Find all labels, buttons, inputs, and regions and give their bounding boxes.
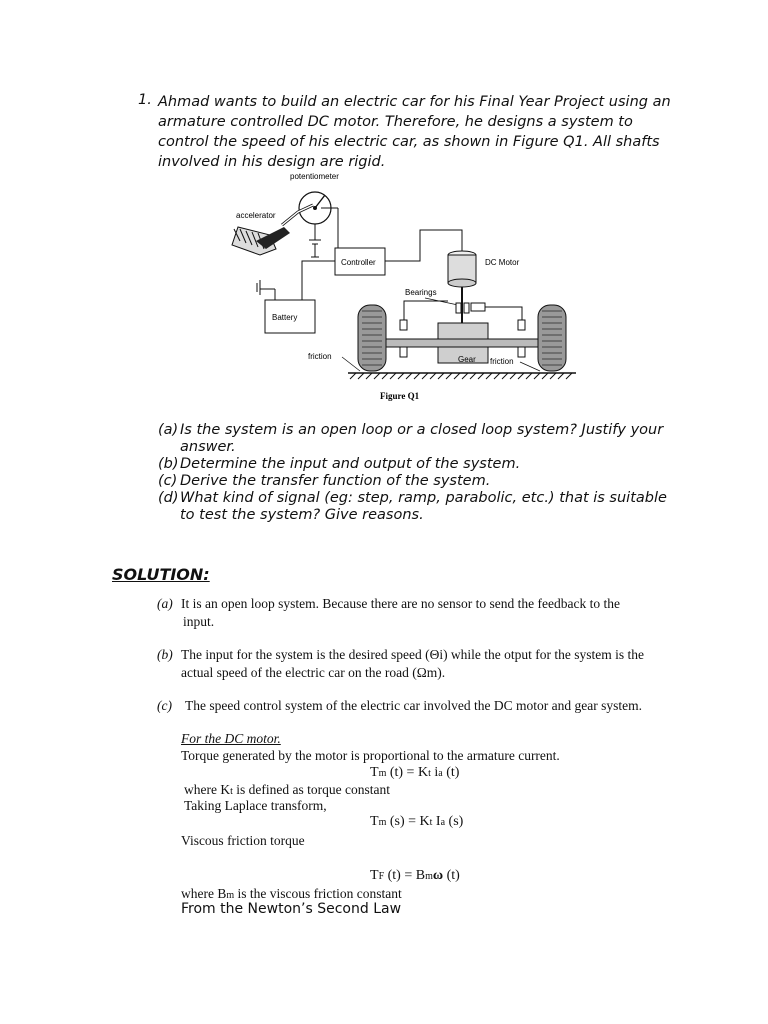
label-bearings: Bearings <box>405 288 437 297</box>
kt-subscript: t <box>230 786 233 797</box>
part-b <box>158 456 678 473</box>
label-controller: Controller <box>341 258 376 267</box>
eq-symbol: T <box>370 868 379 883</box>
label-gear: Gear <box>458 355 476 364</box>
part-text: What kind of signal (eg: step, ramp, parabolic, etc.) that is suitable <box>180 490 667 506</box>
label-friction-right: friction <box>490 357 514 366</box>
question-line: involved in his design are rigid. <box>158 154 386 170</box>
part-label: (c) <box>158 473 178 489</box>
equation-friction-torque <box>370 868 460 884</box>
answer-b <box>157 646 677 682</box>
answer-tag: (c) <box>157 698 172 713</box>
kt-text: is defined as torque constant <box>232 782 390 797</box>
viscous-text: Viscous friction torque <box>181 833 305 848</box>
figure-caption: Figure Q1 <box>380 391 420 401</box>
equation-torque-time <box>370 765 459 781</box>
bearing <box>518 320 525 330</box>
solution-heading: SOLUTION: <box>112 565 210 584</box>
eq-subscript: t <box>429 817 433 828</box>
eq-text: (s) = K <box>386 814 430 829</box>
part-text: to test the system? Give reasons. <box>180 507 424 523</box>
eq-subscript: a <box>438 768 443 779</box>
bearing <box>400 320 407 330</box>
answer-a <box>157 595 677 631</box>
part-a-cont <box>158 439 678 456</box>
left-bearing-wire <box>404 301 448 320</box>
label-battery: Battery <box>272 313 298 322</box>
eq-text: I <box>432 814 441 829</box>
motor-to-right-bearing-wire <box>485 307 522 320</box>
answer-line: The input for the system is the desired speed (Θi) while the otput for the system is the <box>181 647 645 662</box>
laplace-text: Taking Laplace transform, <box>184 798 327 813</box>
eq-text: (t) = B <box>384 868 426 883</box>
potentiometer-wiper <box>315 195 325 208</box>
eq-subscript: m <box>378 817 387 828</box>
motor-bottom <box>448 279 476 287</box>
ground-hatch <box>350 373 572 379</box>
question-line: armature controlled DC motor. Therefore, he designs a system to <box>158 114 633 130</box>
answer-line: input. <box>183 614 215 629</box>
label-friction-left: friction <box>308 352 332 361</box>
axle <box>375 339 545 347</box>
bm-subscript: m <box>226 890 235 901</box>
question-line: control the speed of his electric car, as shown in Figure Q1. All shafts <box>158 134 660 150</box>
newton-law-text: From the Newton’s Second Law <box>181 901 402 917</box>
part-text: Determine the input and output of the system. <box>180 456 521 472</box>
bearing <box>518 347 525 357</box>
figure-q1-diagram <box>220 165 590 410</box>
label-accelerator: accelerator <box>236 211 276 220</box>
part-label: (b) <box>158 456 179 472</box>
part-label: (a) <box>158 422 179 438</box>
bearing <box>400 347 407 357</box>
eq-omega: ω <box>432 868 444 883</box>
torque-text: Torque generated by the motor is proportional to the armature current. <box>181 748 560 763</box>
right-wheel <box>538 305 566 371</box>
dc-motor-heading: For the DC motor. <box>181 731 281 746</box>
eq-symbol: T <box>370 765 379 780</box>
part-a <box>158 422 678 439</box>
answer-line: actual speed of the electric car on the road (Ωm). <box>181 665 446 680</box>
part-text: Is the system is an open loop or a closed loop system? Justify your <box>180 422 664 438</box>
friction-left-pointer <box>342 357 360 371</box>
answer-tag: (b) <box>157 647 173 662</box>
part-text: Derive the transfer function of the system. <box>180 473 491 489</box>
bearing <box>464 303 469 313</box>
eq-text: (s) <box>445 814 464 829</box>
eq-text: (t) = K <box>386 765 429 780</box>
bm-text: is the viscous friction constant <box>234 886 402 901</box>
bearing <box>456 303 461 313</box>
eq-subscript: F <box>378 871 385 882</box>
eq-subscript: m <box>378 768 387 779</box>
question-number: 1. <box>138 92 152 108</box>
label-dc-motor: DC Motor <box>485 258 520 267</box>
question-line: Ahmad wants to build an electric car for his Final Year Project using an <box>158 94 671 110</box>
equation-torque-laplace <box>370 814 463 830</box>
question-parts <box>158 422 678 524</box>
part-d-cont <box>158 507 678 524</box>
eq-symbol: T <box>370 814 379 829</box>
left-wheel <box>358 305 386 371</box>
question-text <box>158 92 678 172</box>
part-c <box>158 473 678 490</box>
controller-to-battery-wire <box>302 261 335 300</box>
eq-text: (t) <box>443 868 460 883</box>
eq-text: (t) <box>442 765 460 780</box>
bearing <box>471 303 485 311</box>
part-text: answer. <box>180 439 236 455</box>
answer-c <box>157 697 677 715</box>
kt-text: where K <box>184 782 231 797</box>
answer-line: The speed control system of the electric car involved the DC motor and gear system. <box>185 698 642 713</box>
label-potentiometer: potentiometer <box>290 172 339 181</box>
potentiometer-pivot <box>313 206 317 210</box>
part-d <box>158 490 678 507</box>
answer-line: It is an open loop system. Because there are no sensor to send the feedback to the <box>181 596 620 611</box>
answer-tag: (a) <box>157 596 173 611</box>
part-label: (d) <box>158 490 179 506</box>
eq-text: i <box>430 765 439 780</box>
bm-text: where B <box>181 886 227 901</box>
eq-subscript: t <box>428 768 431 779</box>
friction-right-pointer <box>520 362 540 371</box>
eq-subscript: a <box>440 817 446 828</box>
eq-subscript: m <box>425 871 433 882</box>
